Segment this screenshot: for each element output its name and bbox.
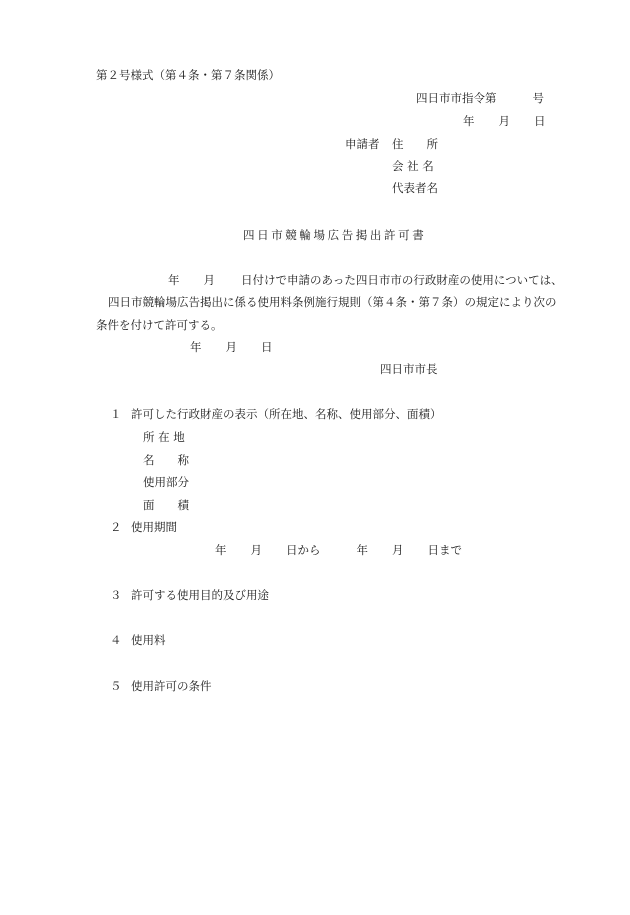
issuer: 四日市市長 — [380, 362, 438, 376]
form-label: 第２号様式（第４条・第７条関係） — [96, 68, 280, 82]
item-1-number: １ — [110, 407, 122, 421]
use-period — [215, 545, 462, 557]
body-line-2: 四日市競輪場広告掲出に係る使用料条例施行規則（第４条・第７条）の規定により次の — [108, 295, 557, 309]
period-to-month: 月 — [392, 543, 404, 557]
period-from-month: 月 — [250, 543, 262, 557]
permit-date-year: 年 — [190, 340, 202, 354]
body-text: 日付けで申請のあった四日市市の行政財産の使用については、 — [241, 273, 563, 287]
item-2-label: 使用期間 — [131, 520, 177, 534]
body-line-1 — [168, 275, 563, 287]
document-title: 四日市競輪場広告掲出許可書 — [243, 228, 427, 242]
permit-date-month: 月 — [225, 340, 237, 354]
applicant-address-label: 住 所 — [392, 137, 438, 151]
body-year: 年 — [168, 273, 180, 287]
applicant-title: 申請者 — [345, 137, 380, 151]
item-4-label: 使用料 — [131, 633, 166, 647]
sub-area: 面 積 — [143, 498, 189, 512]
sub-part: 使用部分 — [143, 475, 189, 489]
item-5-label: 使用許可の条件 — [131, 679, 212, 693]
item-2-number: ２ — [110, 520, 122, 534]
permit-number-suffix: 号 — [532, 91, 544, 105]
issue-date — [463, 116, 546, 128]
item-4-number: ４ — [110, 633, 122, 647]
applicant-company-label: 会 社 名 — [392, 159, 434, 173]
body-month: 月 — [203, 273, 215, 287]
period-to-year: 年 — [356, 543, 368, 557]
applicant-representative-label: 代表者名 — [392, 181, 438, 195]
item-3-number: ３ — [110, 588, 122, 602]
issue-date-day: 日 — [534, 114, 546, 128]
sub-name: 名 称 — [143, 453, 189, 467]
permit-number — [416, 93, 544, 105]
issue-date-year: 年 — [463, 114, 475, 128]
period-from-year: 年 — [215, 543, 227, 557]
period-from-day: 日から — [286, 543, 321, 557]
issue-date-month: 月 — [498, 114, 510, 128]
item-5-number: ５ — [110, 679, 122, 693]
body-line-3: 条件を付けて許可する。 — [96, 318, 223, 332]
item-3-label: 許可する使用目的及び用途 — [131, 588, 269, 602]
period-to-day: 日まで — [427, 543, 462, 557]
sub-location: 所 在 地 — [143, 430, 185, 444]
permit-number-prefix: 四日市市指令第 — [416, 91, 497, 105]
permit-date-day: 日 — [261, 340, 273, 354]
permit-date — [190, 342, 273, 354]
item-1-label: 許可した行政財産の表示（所在地、名称、使用部分、面積） — [131, 407, 442, 421]
